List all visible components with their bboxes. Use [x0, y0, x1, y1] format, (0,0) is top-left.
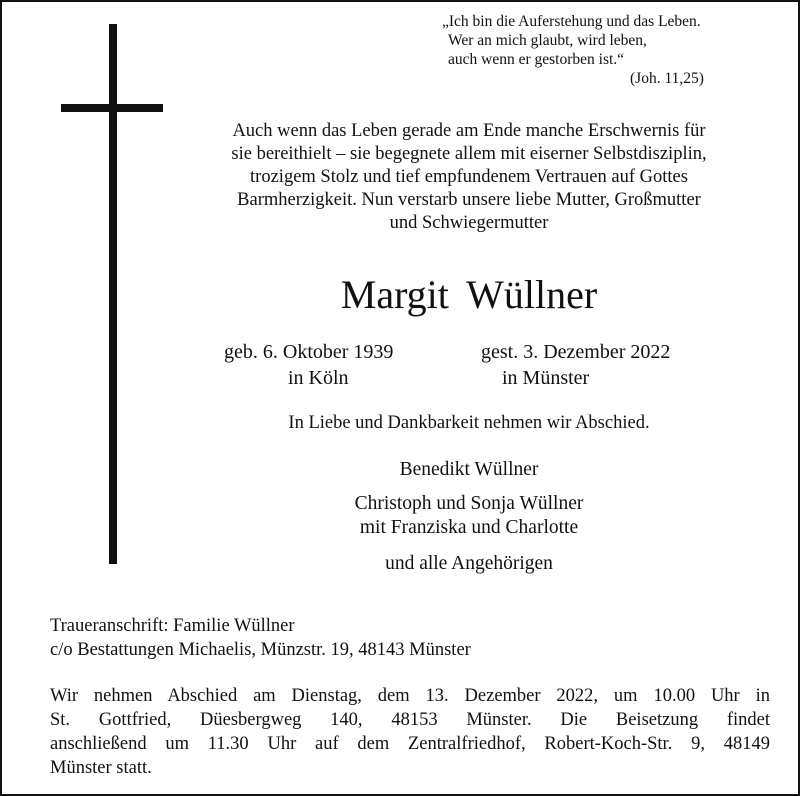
service-line: St. Gottfried, Düesbergweg 140, 48153 Münster. Die Beisetzung findet [50, 710, 770, 730]
funeral-service-info [50, 684, 770, 780]
farewell-text: In Liebe und Dankbarkeit nehmen wir Abschied. [288, 413, 650, 433]
address-line: Traueranschrift: Familie Wüllner [50, 616, 295, 636]
deceased-name: Margit Wüllner [340, 272, 598, 317]
verse-line: „Ich bin die Auferstehung und das Leben. [442, 13, 701, 30]
death-place: in Münster [502, 367, 590, 389]
service-line: Münster statt. [50, 758, 152, 778]
service-line: Wir nehmen Abschied am Dienstag, dem 13. Dezember 2022, um 10.00 Uhr in [50, 686, 770, 706]
mourner-name: und alle Angehörigen [385, 553, 553, 574]
mourner-name: mit Franziska und Charlotte [359, 517, 579, 538]
mourner-name: Christoph und Sonja Wüllner [354, 493, 584, 514]
birth-place: in Köln [288, 367, 349, 389]
birth-date: geb. 6. Oktober 1939 [224, 341, 394, 363]
intro-line: und Schwiegermutter [389, 213, 549, 233]
intro-line: Barmherzigkeit. Nun verstarb unsere liebe Mutter, Großmutter [237, 190, 701, 210]
intro-line: sie bereithielt – sie begegnete allem mit eiserner Selbstdisziplin, [231, 144, 707, 164]
service-line: anschließend um 11.30 Uhr auf dem Zentralfriedhof, Robert-Koch-Str. 9, 48149 [50, 734, 770, 754]
intro-text [164, 120, 774, 235]
intro-line: trozigem Stolz und tief empfundenem Vertrauen auf Gottes [250, 167, 688, 187]
verse-line: Wer an mich glaubt, wird leben, [448, 32, 647, 49]
mourner-name: Benedikt Wüllner [399, 459, 539, 480]
verse-reference: (Joh. 11,25) [630, 70, 704, 87]
verse-line: auch wenn er gestorben ist.“ [448, 51, 625, 68]
bible-verse [442, 12, 782, 88]
cross-icon-horizontal-bar [61, 104, 163, 112]
mourners-list [164, 458, 774, 576]
intro-line: Auch wenn das Leben gerade am Ende manche Erschwernis für [232, 121, 706, 141]
address-line: c/o Bestattungen Michaelis, Münzstr. 19, 48143 Münster [50, 640, 471, 660]
mourning-address [50, 614, 770, 662]
death-date: gest. 3. Dezember 2022 [481, 341, 671, 363]
